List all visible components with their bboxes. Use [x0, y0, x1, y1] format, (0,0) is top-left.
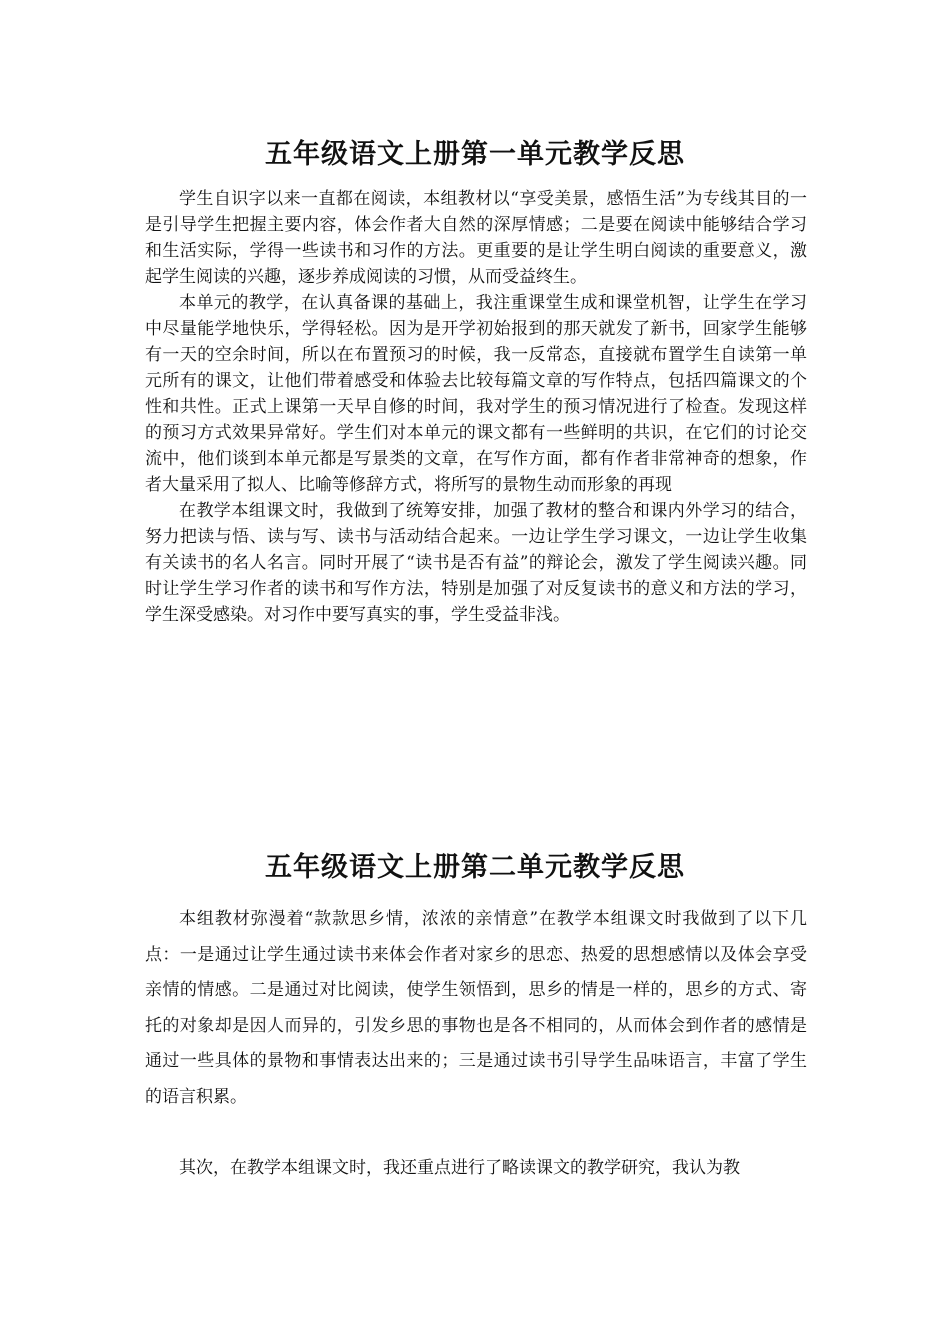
- section-2-paragraph-1: 本组教材弥漫着“款款思乡情，浓浓的亲情意”在教学本组课文时我做到了以下几点：一是通过让学生通过读书来体会作者对家乡的思恋、热爱的思想感情以及体会享受亲情的情感。二是通过对比阅读，使学生领悟到，思乡的情是一样的，思乡的方式、寄托的对象却是因人而异的，引发乡思的事物也是各不相同的，从而体会到作者的感情是通过一些具体的景物和事情表达出来的；三是通过读书引导学生品味语言，丰富了学生的语言积累。: [145, 909, 807, 1107]
- section-1-paragraph-3: 在教学本组课文时，我做到了统筹安排，加强了教材的整合和课内外学习的结合，努力把读与悟、读与写、读书与活动结合起来。一边让学生学习课文，一边让学生收集有关读书的名人名言。同时开展了“读书是否有益”的辩论会，激发了学生阅读兴趣。同时让学生学习作者的读书和写作方法，特别是加强了对反复读书的意义和方法的学习，学生深受感染。对习作中要写真实的事，学生受益非浅。: [145, 501, 807, 625]
- section-1-paragraph-1: 学生自识字以来一直都在阅读，本组教材以“享受美景，感悟生活”为专线其目的一是引导学生把握主要内容，体会作者大自然的深厚情感；二是要在阅读中能够结合学习和生活实际，学得一些读书和习作的方法。更重要的是让学生明白阅读的重要意义，激起学生阅读的兴趣，逐步养成阅读的习惯，从而受益终生。: [145, 189, 807, 287]
- section-2-paragraph-2: 其次，在教学本组课文时，我还重点进行了略读课文的教学研究，我认为教: [179, 1158, 740, 1178]
- section-2-title: 五年级语文上册第二单元教学反思: [265, 852, 685, 883]
- section-2-body: [145, 902, 807, 1187]
- section-1-title: 五年级语文上册第一单元教学反思: [265, 139, 685, 170]
- section-1-body: [145, 186, 807, 628]
- section-1-paragraph-2: 本单元的教学，在认真备课的基础上，我注重课堂生成和课堂机智，让学生在学习中尽量能学地快乐，学得轻松。因为是开学初始报到的那天就发了新书，回家学生能够有一天的空余时间，所以在布置预习的时候，我一反常态，直接就布置学生自读第一单元所有的课文，让他们带着感受和体验去比较每篇文章的写作特点，包括四篇课文的个性和共性。正式上课第一天早自修的时间，我对学生的预习情况进行了检查。发现这样的预习方式效果异常好。学生们对本单元的课文都有一些鲜明的共识，在它们的讨论交流中，他们谈到本单元都是写景类的文章，在写作方面，都有作者非常神奇的想象，作者大量采用了拟人、比喻等修辞方式，将所写的景物生动而形象的再现: [145, 293, 807, 495]
